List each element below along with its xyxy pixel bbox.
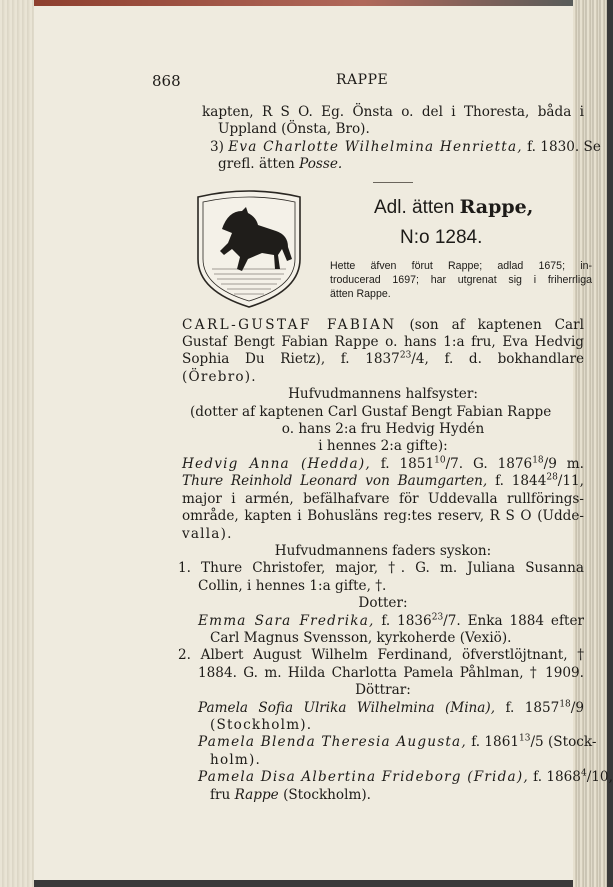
eva-name: Eva Charlotte Wilhelmina Henrietta, bbox=[228, 138, 523, 155]
running-title: RAPPE bbox=[336, 72, 389, 88]
daughters-heading: Döttrar: bbox=[355, 682, 411, 699]
pamela-sofia-name: Pamela Sofia Ulrika Wilhelmina (Mina), bbox=[198, 699, 496, 716]
page-number: 868 bbox=[152, 72, 181, 90]
page-body bbox=[178, 104, 613, 804]
thure-name: Thure Reinhold Leonard von Baumgarten, bbox=[182, 473, 488, 490]
family-note: Hette äfven förut Rappe; adlad 1675; in- troducerad 1697; har utgrenat sig i friherrliga ätten Rappe. bbox=[330, 259, 592, 300]
coat-of-arms-horse-shield bbox=[192, 189, 306, 309]
top-entry-line-1: kapten, R S O. Eg. Önsta o. del i Thoresta, båda i bbox=[202, 104, 584, 120]
family-title: Adl. ätten Rappe, bbox=[374, 195, 534, 218]
halfsister-heading: Hufvudmannens halfsyster: bbox=[288, 386, 478, 403]
siblings-section: Hufvudmannens faders syskon: 1. Thure Christofer, major, †. G. m. Juliana Susanna Collin, i hennes 1:a gifte, †. Dotter: Emma Sara Fredrika, f. 1836$^{23}$/7. Enka 1884 efter Carl Magnus Svensson, kyrkoherde (Vexiö). 2. Albert August Wilhelm Ferdinand, öfverstlöjtnant, † 1884. G. m. Hilda Charlotta Pamela Påhlman, † 1909. Döttrar: Pamela Sofia Ulrika Wilhelmina (Mina), f. 1857$^{18}$/9 (Stockholm). Pamela Blenda Theresia Augusta, f. 1861$^{13}$/5 (Stock- holm). Pamela Disa Albertina Frideborg (Frida), f. 1868$^4$/10, fru Rappe (Stockholm). bbox=[178, 542, 613, 803]
coat-of-arms-section bbox=[148, 189, 592, 317]
pamela-disa-name: Pamela Disa Albertina Frideborg (Frida), bbox=[198, 769, 529, 786]
hedvig-name: Hedvig Anna (Hedda), bbox=[182, 455, 371, 472]
eva-entry: 3) Eva Charlotte Wilhelmina Henrietta, f. 1830. Se bbox=[210, 138, 601, 155]
head-person-name: CARL-GUSTAF FABIAN bbox=[182, 316, 397, 333]
book-left-edge bbox=[0, 0, 34, 887]
emma-name: Emma Sara Fredrika, bbox=[198, 612, 375, 629]
divider bbox=[373, 182, 413, 183]
siblings-heading: Hufvudmannens faders syskon: bbox=[274, 542, 492, 559]
eva-reference: grefl. ätten Posse. bbox=[218, 156, 343, 173]
top-entry-line-2: Uppland (Önsta, Bro). bbox=[218, 121, 370, 138]
book-page bbox=[34, 6, 613, 880]
pamela-blenda-name: Pamela Blenda Theresia Augusta, bbox=[198, 734, 467, 751]
head-person-entry: CARL-GUSTAF FABIAN (son af kaptenen Carl Gustaf Bengt Fabian Rappe o. hans 1:a fru, Eva Hedvig Sophia Du Rietz), f. 1837$^{23}$/4, f. d. bokhandlare (Örebro). bbox=[182, 316, 584, 385]
daughter-heading: Dotter: bbox=[358, 595, 408, 612]
family-number: N:o 1284. bbox=[400, 226, 483, 248]
halfsister-section: Hufvudmannens halfsyster: (dotter af kaptenen Carl Gustaf Bengt Fabian Rappe o. hans 2:a fru Hedvig Hydén i hennes 2:a gifte): Hedvig Anna (Hedda), f. 1851$^{10}$/7. G. 1876$^{18}$/9 m. Thure Reinhold Leonard von Baumgarten, f. 1844$^{28}$/11, major i armén, befälhafvare för Uddevalla rullförings- område, kapten i Bohusläns reg:tes reserv, R S O (Udde- valla). bbox=[182, 386, 584, 542]
